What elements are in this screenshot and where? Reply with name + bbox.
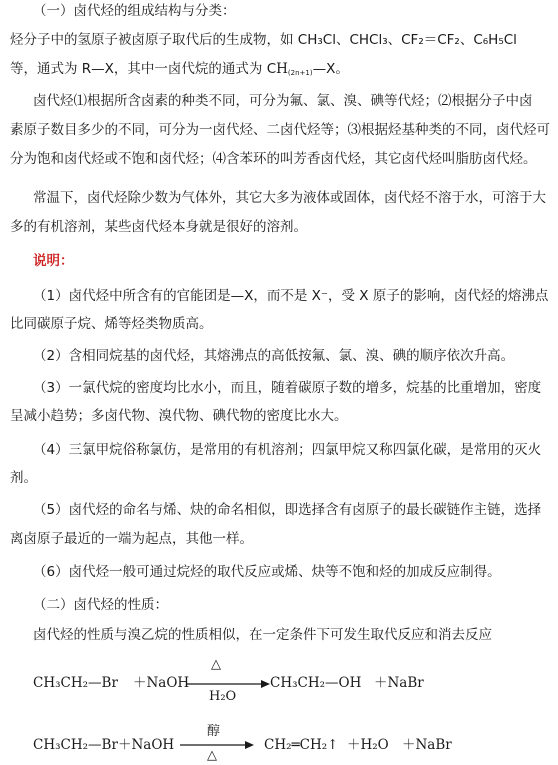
note-5-line1: （5）卤代烃的命名与烯、炔的命名相似，即选择含有卤原子的最长碳链作主链，选择 bbox=[33, 502, 542, 518]
paragraph-physical-line2: 多的有机溶剂，某些卤代烃本身就是很好的溶剂。 bbox=[10, 219, 307, 235]
reaction-2-reagent: ＋NaOH bbox=[118, 737, 175, 753]
reaction-2-reactant: CH₃CH₂—Br bbox=[33, 737, 118, 753]
reaction-2-arrow bbox=[180, 742, 254, 752]
note-3-line1: （3）一氯代烷的密度均比水小，而且，随着碳原子数的增多，烷基的比重增加，密度 bbox=[33, 380, 542, 396]
section2-heading: （二）卤代烃的性质： bbox=[33, 597, 168, 613]
note-1-line2: 比同碳原子烷、烯等烃类物质高。 bbox=[10, 316, 213, 332]
paragraph-physical-line1: 常温下，卤代烃除少数为气体外，其它大多为液体或固体，卤代烃不溶于水，可溶于大 bbox=[33, 190, 546, 206]
section2-intro: 卤代烃的性质与溴乙烷的性质相似，在一定条件下可发生取代反应和消去反应 bbox=[33, 627, 492, 643]
note-3-line2: 呈减小趋势；多卤代物、溴代物、碘代物的密度比水大。 bbox=[10, 408, 348, 424]
reaction-2-condition-below: △ bbox=[207, 748, 217, 763]
notes-heading: 说明： bbox=[33, 253, 74, 269]
note-4-line1: （4）三氯甲烷俗称氯仿，是常用的有机溶剂；四氯甲烷又称四氯化碳，是常用的灭火 bbox=[33, 442, 542, 458]
reaction-2-condition-above: 醇 bbox=[207, 724, 221, 739]
section1-heading: （一）卤代烃的组成结构与分类： bbox=[33, 3, 236, 19]
note-5-line2: 离卤原子最近的一端为起点，其他一样。 bbox=[10, 531, 253, 547]
reaction-2-byproduct: ＋NaBr bbox=[402, 737, 452, 753]
paragraph-classification-line2: 素原子数目多少的不同，可分为一卤代烃、二卤代烃等；⑶根据烃基种类的不同，卤代烃可 bbox=[10, 122, 550, 138]
note-6: （6）卤代烃一般可通过烷烃的取代反应或烯、炔等不饱和烃的加成反应制得。 bbox=[33, 564, 501, 580]
reaction-1-byproduct: ＋NaBr bbox=[374, 675, 424, 691]
reaction-1-condition-above: △ bbox=[211, 657, 221, 672]
formula-subscript: (2n+1) bbox=[287, 69, 313, 77]
reaction-1-reagent: ＋NaOH bbox=[133, 675, 190, 691]
formula-tail: —X。 bbox=[312, 61, 349, 77]
paragraph-classification-line3: 分为饱和卤代烃或不饱和卤代烃；⑷含苯环的叫芳香卤代烃，其它卤代烃叫脂肪卤代烃。 bbox=[10, 151, 537, 167]
paragraph-classification-line1: 卤代烃⑴根据所含卤素的种类不同，可分为氟、氯、溴、碘等代烃；⑵根据分子中卤 bbox=[33, 93, 533, 109]
reaction-1-condition-below: H₂O bbox=[209, 689, 237, 704]
note-1-line1: （1）卤代烃中所含有的官能团是—X，而不是 X⁻，受 X 原子的影响，卤代烃的熔沸点 bbox=[33, 288, 549, 304]
paragraph-definition-line1 bbox=[10, 31, 558, 49]
reaction-1-reactant: CH₃CH₂—Br bbox=[33, 675, 118, 691]
reaction-2-water: ＋H₂O bbox=[347, 737, 389, 753]
definition-text: 烃分子中的氢原子被卤原子取代后的生成物，如 CH₃Cl、CHCl₃、CF₂＝CF₂、C₆H₅Cl bbox=[10, 32, 517, 48]
reaction-1-product: CH₃CH₂—OH bbox=[270, 675, 362, 691]
note-4-line2: 剂。 bbox=[10, 470, 37, 486]
general-formula-text: 等，通式为 R—X，其中一卤代烷的通式为 C bbox=[10, 61, 277, 77]
note-2: （2）含相同烷基的卤代烃，其熔沸点的高低按氟、氯、溴、碘的顺序依次升高。 bbox=[33, 348, 515, 364]
reaction-2-product: CH₂═CH₂↑ bbox=[264, 737, 339, 753]
formula-h: H bbox=[276, 61, 288, 77]
paragraph-definition-line2 bbox=[10, 60, 558, 82]
